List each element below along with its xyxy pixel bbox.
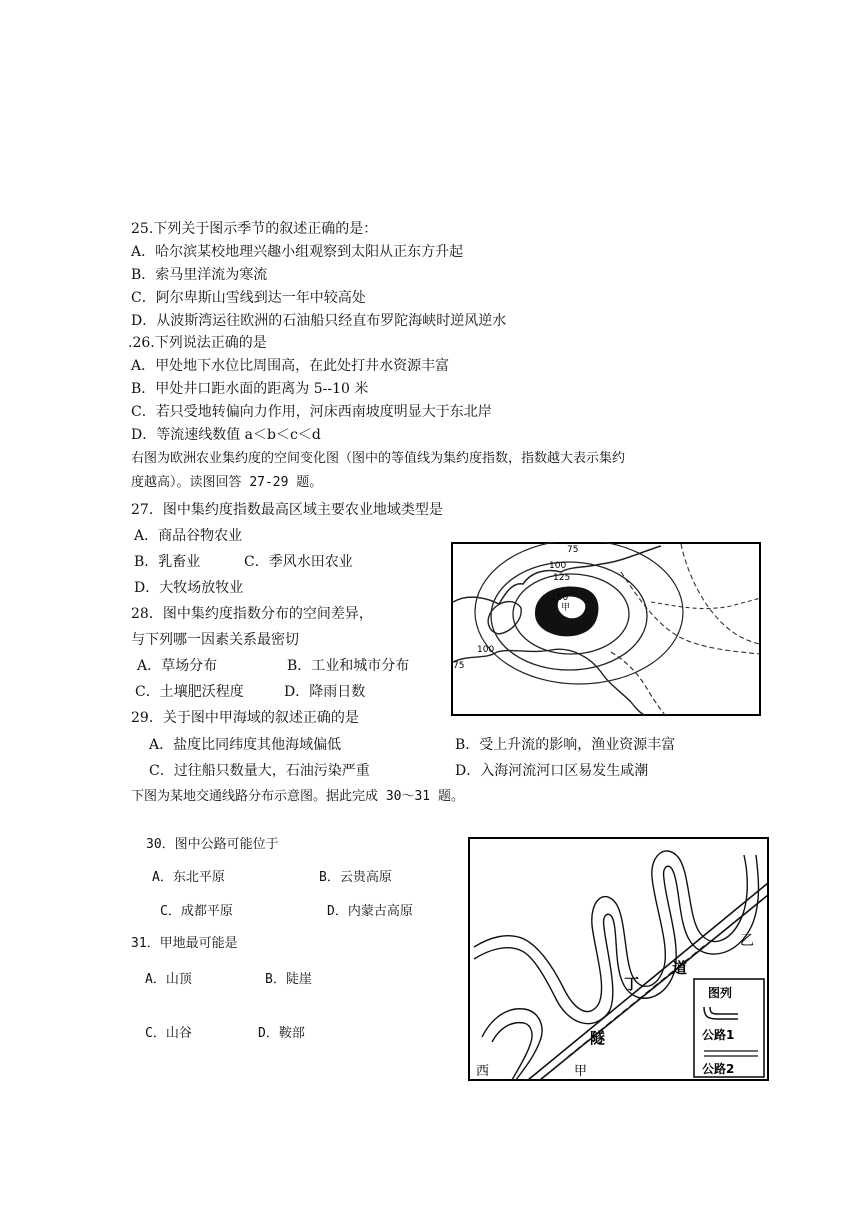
q25-option-c: C．阿尔卑斯山雪线到达一年中较高处 — [131, 290, 366, 306]
contour-label-75-top: 75 — [567, 545, 579, 555]
q28-option-b: B．工业和城市分布 — [287, 658, 410, 674]
q31-stem: 31．甲地最可能是 — [131, 936, 238, 951]
label-dao: 道 — [672, 959, 688, 977]
q28-stem-2: 与下列哪一因素关系最密切 — [131, 632, 299, 648]
label-xi: 西 — [476, 1064, 490, 1079]
q28-stem-1: 28．图中集约度指数分布的空间差异， — [131, 606, 373, 622]
contour-label-150: 150 — [551, 593, 569, 603]
q28-option-d: D．降雨日数 — [284, 684, 366, 700]
q26-option-b: B．甲处井口距水面的距离为 5--10 米 — [131, 381, 369, 397]
area-label-jia: 甲 — [561, 603, 571, 613]
contour-label-100-top: 100 — [549, 561, 567, 571]
intro-30: 下图为某地交通线路分布示意图。据此完成 30～31 题。 — [131, 789, 464, 804]
legend-road1: 公路1 — [702, 1028, 735, 1042]
label-yi: 乙 — [740, 933, 754, 949]
road-distribution-map — [468, 837, 770, 1082]
q29-option-a: A．盐度比同纬度其他海域偏低 — [149, 737, 342, 753]
legend-road2: 公路2 — [702, 1062, 735, 1076]
legend-title: 图列 — [708, 986, 733, 1000]
europe-intensity-map — [451, 542, 761, 716]
q25-stem: 25.下列关于图示季节的叙述正确的是： — [131, 221, 378, 237]
q30-stem: 30．图中公路可能位于 — [146, 837, 279, 852]
q25-option-b: B．索马里洋流为寒流 — [131, 267, 268, 283]
contour-label-125: 125 — [553, 573, 571, 583]
intro-27-line1: 右图为欧洲农业集约度的空间变化图（图中的等值线为集约度指数，指数越大表示集约 — [131, 451, 626, 466]
q27-option-a: A．商品谷物农业 — [134, 528, 243, 544]
label-sui: 隧 — [590, 1029, 606, 1047]
q29-option-b: B．受上升流的影响，渔业资源丰富 — [455, 737, 676, 753]
q31-option-b: B．陡崖 — [265, 972, 312, 987]
q25-option-d: D．从波斯湾运往欧洲的石油船只经直布罗陀海峡时逆风逆水 — [131, 313, 507, 329]
contour-label-75-left: 75 — [453, 661, 465, 671]
q30-option-a: A．东北平原 — [152, 870, 225, 885]
q26-option-d: D．等流速线数值 a＜b＜c＜d — [131, 427, 321, 443]
q26-option-c: C．若只受地转偏向力作用，河床西南坡度明显大于东北岸 — [131, 404, 492, 420]
q27-option-d: D．大牧场放牧业 — [134, 580, 244, 596]
q31-option-a: A．山顶 — [145, 972, 192, 987]
q27-stem: 27．图中集约度指数最高区域主要农业地域类型是 — [131, 502, 443, 518]
label-jia: 甲 — [574, 1064, 588, 1079]
q25-option-a: A．哈尔滨某校地理兴趣小组观察到太阳从正东方升起 — [131, 244, 464, 260]
q28-option-a: A．草场分布 — [137, 658, 218, 674]
q29-stem: 29．关于图中甲海域的叙述正确的是 — [131, 710, 359, 726]
label-ding: 丁 — [624, 975, 640, 993]
q30-option-b: B．云贵高原 — [319, 870, 392, 885]
q31-option-c: C．山谷 — [145, 1026, 192, 1041]
q31-option-d: D．鞍部 — [258, 1026, 305, 1041]
q30-option-d: D．内蒙古高原 — [327, 904, 413, 919]
q29-option-c: C．过往船只数量大，石油污染严重 — [149, 763, 370, 779]
q26-stem: .26.下列说法正确的是 — [128, 335, 267, 351]
q28-option-c: C．土壤肥沃程度 — [135, 684, 244, 700]
q30-option-c: C．成都平原 — [160, 904, 233, 919]
road-map-legend — [694, 979, 764, 1077]
contour-label-100-left: 100 — [477, 645, 495, 655]
q27-option-b: B．乳畜业 — [134, 554, 201, 570]
q26-option-a: A．甲处地下水位比周围高，在此处打井水资源丰富 — [131, 358, 450, 374]
q29-option-d: D．入海河流河口区易发生咸潮 — [455, 763, 649, 779]
q27-option-c: C．季风水田农业 — [244, 554, 353, 570]
intro-27-line2: 度越高）。读图回答 27-29 题。 — [131, 475, 323, 490]
